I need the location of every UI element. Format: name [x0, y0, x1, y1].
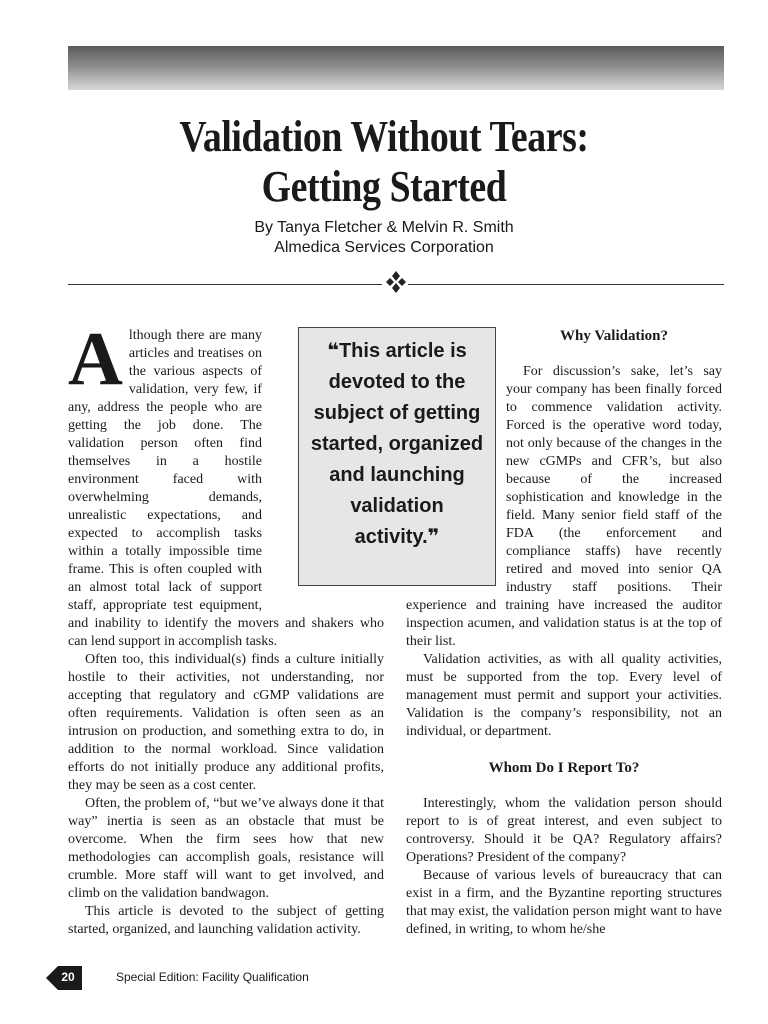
- title-line-1: Validation Without Tears:: [179, 112, 589, 161]
- page-number: 20: [61, 970, 75, 984]
- section-heading-whom-report: Whom Do I Report To?: [488, 760, 640, 776]
- paragraph: This article is devoted to the subject of getting started, organized, and launching validation activity.: [68, 904, 384, 937]
- divider-left: [68, 284, 382, 285]
- byline-affiliation: Almedica Services Corporation: [274, 239, 494, 256]
- publication-name: Special Edition: Facility Qualification: [116, 970, 309, 984]
- header-banner: [68, 46, 724, 90]
- paragraph: Although there are many articles and treatises on the various aspects of validation, very few, if any, address the people who are getting the job done. The validation person often find themselves in a hostile environment faced with overwhelming demands, unrealistic expectations, and expected to accomplish tasks within a totally impossible time frame. This is often coupled with an almost total lack of support staff, appropriate test equipment, and inability to identify the movers and shakers who can lend support in accomplish tasks.: [68, 317, 384, 649]
- diamond-ornament-icon: [386, 270, 406, 294]
- paragraph: Often, the problem of, “but we’ve always done it that way” inertia is seen as an obstacle that must be overcome. When the firm sees how that new methodologies can accomplish goals, resistance will crumble. More staff will want to get involved, and climb on the validation bandwagon.: [68, 796, 384, 901]
- byline-authors: By Tanya Fletcher & Melvin R. Smith: [254, 219, 514, 236]
- section-heading-why-validation: Why Validation?: [560, 328, 668, 344]
- article-title: [54, 112, 714, 212]
- paragraph: Often too, this individual(s) finds a culture initially hostile to their activities, not understanding, nor accepting that regulatory and cGMP validations are often requirements. Validation is often seen as an intrusion on production, and something extra to do, in addition to the normal workload. Since validation efforts do not initially produce any additional profits, they may be seen as a cost center.: [68, 652, 384, 793]
- divider-right: [408, 284, 724, 285]
- byline-block: [0, 218, 768, 258]
- paragraph: Interestingly, whom the validation person should report to is of great interest, and even subject to controversy. Should it be QA? Regulatory affairs? Operations? President of the company?: [406, 796, 722, 865]
- drop-cap: A: [68, 317, 123, 401]
- paragraph: Validation activities, as with all quality activities, must be supported from the top. Every level of management must permit and support your activities. Validation is the company’s responsibility, not an individual, or department.: [406, 652, 722, 739]
- open-quote-icon: ❝: [327, 340, 339, 362]
- title-line-2: Getting Started: [261, 162, 507, 211]
- pull-quote: ❝This article is devoted to the subject of getting started, organized and launching validation activity.❞: [298, 327, 496, 586]
- close-quote-icon: ❞: [427, 526, 440, 548]
- paragraph: Because of various levels of bureaucracy that can exist in a firm, and the Byzantine reporting structures that may exist, the validation person might want to have defined, in writing, to whom he/she: [406, 868, 722, 937]
- paragraph: For discussion’s sake, let’s say your company has been finally forced to commence validation activity. Forced is the operative word today, not only because of the changes in the new cGMPs and CFR’s, but also because of the increased sophistication and knowledge in the field. Many senior field staff of the FDA (the enforcement and compliance staffs) have recently retired and moved into senior QA industry staff positions. Their experience and training have increased the auditor inspection acumen, and validation status is at the top of their list.: [406, 364, 722, 649]
